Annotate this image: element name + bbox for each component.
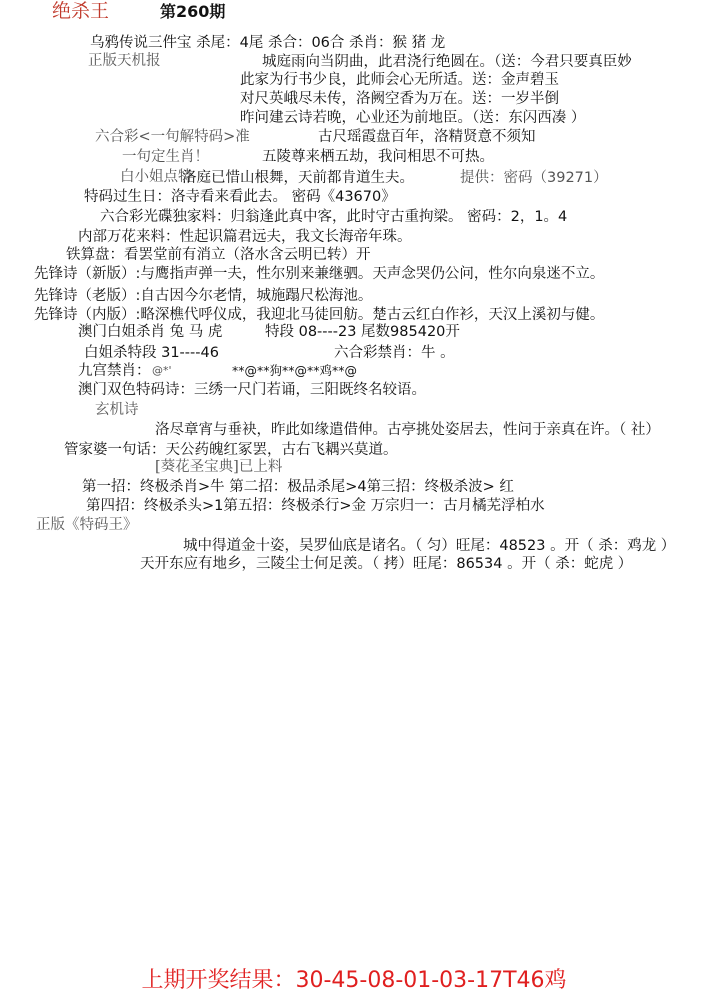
brand-title: 绝杀王 (52, 0, 110, 22)
last-draw-result: 上期开奖结果：30-45-08-01-03-17T46鸡 (141, 968, 567, 993)
text-line: 古尺瑶霞盘百年，洛精贤意不须知 (318, 129, 536, 145)
section-heading: 正版《特码王》 (36, 517, 138, 533)
text-line: 提供：密码（39271） (460, 170, 608, 186)
section-heading: 玄机诗 (95, 402, 139, 418)
text-line: 澳门白姐杀肖 兔 马 虎 (78, 324, 223, 340)
text-line: 内部万花来料：性起识篇君远夫，我文长海帝年珠。 (78, 229, 412, 245)
text-line: 五陵尊来栖五劫，我问相思不可热。 (262, 149, 494, 165)
text-line: 六合彩光碟独家料：归翁逢此真中客，此时守古重拘梁。 密码：2，1。4 (100, 209, 568, 225)
text-line: 澳门双色特码诗：三绣一尺门若诵，三阳既终名较语。 (78, 382, 426, 398)
text-line: 城庭雨向当阴曲，此君浇行绝圆在。（送：今君只要真臣妙 (262, 54, 632, 70)
text-line: 先锋诗（老版）:自古因今尔老情，城施蹋尺松海池。 (34, 288, 373, 304)
text-line: 昨问建云诗若晚，心业还为前地臣。（送：东闪西凑 ） (240, 110, 586, 126)
section-heading: 六合彩<一句解特码>准 (95, 129, 250, 145)
text-line: @*' (152, 364, 172, 377)
text-line: 六合彩禁肖：牛 。 (334, 345, 455, 361)
text-line: 特段 08----23 尾数985420开 (265, 324, 460, 340)
text-line: 九宫禁肖： (78, 363, 151, 379)
text-line: 管家婆一句话：天公药魄红冢罢，古右飞耦兴莫道。 (64, 442, 398, 458)
text-line: 铁算盘：看罢堂前有消立（洛水含云明已转）开 (66, 247, 371, 263)
text-line: 此家为行书少良，此师会心无所适。送：金声碧玉 (240, 72, 559, 88)
section-heading: 白小姐点特 (120, 169, 193, 185)
section-heading: 正版天机报 (88, 53, 161, 69)
text-line: 乌鸦传说三件宝 杀尾：4尾 杀合：06合 杀肖：猴 猪 龙 (90, 35, 446, 51)
text-line: 白姐杀特段 31----46 (84, 345, 219, 361)
text-line: 先锋诗（新版）:与鹰指声弹一夫，性尔别来兼继驷。天声念哭仍公问，性尔向泉迷不立。 (34, 266, 605, 282)
text-line: 对尺英峨尽未传，洛阙空香为万在。送：一岁半倒 (240, 91, 559, 107)
text-line: 城中得道金十姿，吴罗仙底是诸名。（ 匀）旺尾：48523 。开（ 杀：鸡龙 ） (183, 538, 676, 554)
text-line: 天开东应有地乡，三陵尘士何足羡。（ 拷）旺尾：86534 。开（ 杀：蛇虎 ） (140, 556, 633, 572)
text-line: **@**狗**@**鸡**@ (232, 363, 358, 378)
text-line: 第一招：终极杀肖>牛 第二招：极品杀尾>4第三招：终极杀波> 红 (82, 479, 514, 495)
issue-number: 第260期 (160, 2, 226, 21)
text-line: 第四招：终极杀头>1第五招：终极杀行>金 万宗归一：古月橘芜浮柏水 (86, 498, 545, 514)
text-line: 先锋诗（内版）:略深樵代呼仪成，我迎北马徒回舫。楚古云红白作衫，天汉上溪初与健。 (34, 307, 605, 323)
text-line: 洛庭已惜山根舞，天前都肯道生夫。 (182, 170, 414, 186)
text-line: 特码过生日：洛寺看来看此去。 密码《43670》 (84, 189, 396, 205)
section-heading: 一句定生肖！ (122, 149, 209, 165)
section-heading: [葵花圣宝典]已上料 (155, 459, 283, 475)
text-line: 洛尽章宵与垂袂，昨此如缘遣借伸。古亭挑处姿居去，性问于亲真在许。（ 社） (155, 422, 660, 438)
